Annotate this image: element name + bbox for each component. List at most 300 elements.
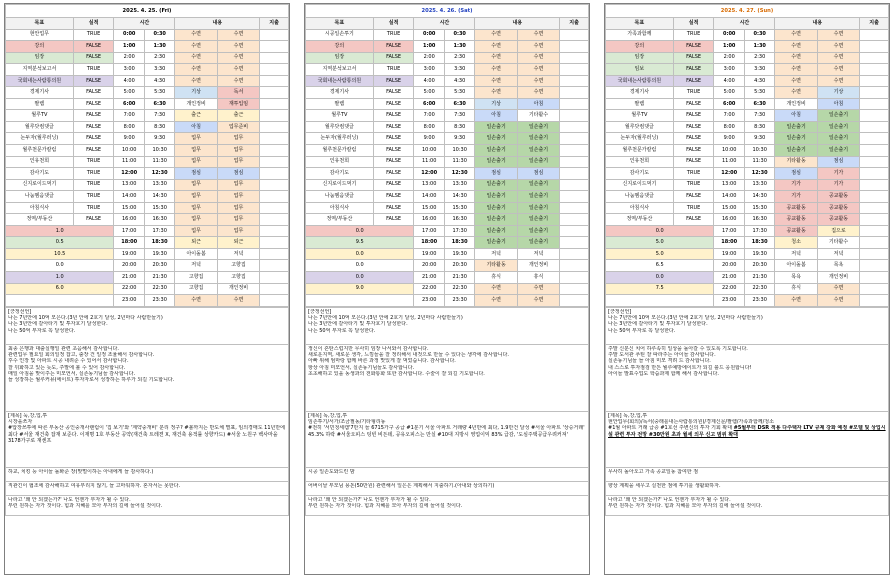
expense-cell[interactable] xyxy=(260,191,289,203)
score-cell[interactable]: 1.0 xyxy=(6,272,114,284)
activity-cell[interactable]: 업무 xyxy=(217,156,259,168)
activity-cell[interactable]: 공교활동 xyxy=(817,202,859,214)
expense-cell[interactable] xyxy=(860,110,889,122)
activity-cell[interactable]: 일손출기 xyxy=(475,156,517,168)
activity-cell[interactable]: 집으로 xyxy=(817,225,859,237)
expense-cell[interactable] xyxy=(860,225,889,237)
expense-cell[interactable] xyxy=(560,179,589,191)
goal-cell[interactable]: 팔렘 xyxy=(306,98,374,110)
activity-cell[interactable]: 청소 xyxy=(775,237,817,249)
expense-cell[interactable] xyxy=(260,168,289,180)
goal-cell[interactable]: 월루천문가칼럼 xyxy=(606,145,674,157)
activity-cell[interactable]: 수면 xyxy=(175,41,217,53)
expense-cell[interactable] xyxy=(260,75,289,87)
activity-cell[interactable]: 점심 xyxy=(217,168,259,180)
activity-cell[interactable]: 일손출기 xyxy=(475,237,517,249)
activity-cell[interactable]: 아침 xyxy=(775,110,817,122)
goal-cell[interactable]: 임보 xyxy=(606,64,674,76)
result-cell[interactable]: FALSE xyxy=(373,110,414,122)
activity-cell[interactable]: 저녁 xyxy=(217,248,259,260)
activity-cell[interactable]: 수면 xyxy=(775,295,817,307)
goal-cell[interactable]: 가족과함께 xyxy=(606,29,674,41)
expense-cell[interactable] xyxy=(860,260,889,272)
result-cell[interactable]: FALSE xyxy=(73,75,114,87)
note-box[interactable] xyxy=(305,412,589,468)
note-box[interactable] xyxy=(605,482,889,496)
expense-cell[interactable] xyxy=(860,272,889,284)
activity-cell[interactable]: 업무 xyxy=(217,145,259,157)
result-cell[interactable]: TRUE xyxy=(73,191,114,203)
activity-cell[interactable]: 고향집 xyxy=(217,272,259,284)
result-cell[interactable]: TRUE xyxy=(673,179,714,191)
activity-cell[interactable]: 개인정비 xyxy=(817,272,859,284)
score-cell[interactable]: 10.5 xyxy=(6,248,114,260)
expense-cell[interactable] xyxy=(560,87,589,99)
goal-cell[interactable]: 월루닷컴댓글 xyxy=(306,121,374,133)
activity-cell[interactable]: 수면 xyxy=(517,52,559,64)
activity-cell[interactable]: 일손출기 xyxy=(475,179,517,191)
result-cell[interactable]: TRUE xyxy=(673,87,714,99)
activity-cell[interactable]: 일손출기 xyxy=(475,133,517,145)
activity-cell[interactable]: 수면 xyxy=(217,29,259,41)
activity-cell[interactable]: 업무 xyxy=(217,133,259,145)
activity-cell[interactable]: 일손출기 xyxy=(775,121,817,133)
activity-cell[interactable]: 수면 xyxy=(175,295,217,307)
activity-cell[interactable]: 일손출기 xyxy=(817,145,859,157)
result-cell[interactable]: FALSE xyxy=(673,145,714,157)
activity-cell[interactable]: 업무 xyxy=(175,179,217,191)
activity-cell[interactable]: 일손출기 xyxy=(517,121,559,133)
result-cell[interactable]: FALSE xyxy=(673,156,714,168)
activity-cell[interactable]: 퇴근 xyxy=(217,237,259,249)
result-cell[interactable]: FALSE xyxy=(373,75,414,87)
expense-cell[interactable] xyxy=(860,121,889,133)
result-cell[interactable]: FALSE xyxy=(73,133,114,145)
expense-cell[interactable] xyxy=(560,98,589,110)
expense-cell[interactable] xyxy=(560,110,589,122)
result-cell[interactable]: FALSE xyxy=(373,179,414,191)
goal-cell[interactable]: 월루TV xyxy=(306,110,374,122)
activity-cell[interactable]: 휴식 xyxy=(517,272,559,284)
activity-cell[interactable]: 수면 xyxy=(775,41,817,53)
activity-cell[interactable]: 공교활동 xyxy=(817,191,859,203)
goal-cell[interactable]: 월루닷컴댓글 xyxy=(606,121,674,133)
note-box[interactable] xyxy=(5,496,289,516)
expense-cell[interactable] xyxy=(560,145,589,157)
result-cell[interactable]: FALSE xyxy=(373,202,414,214)
expense-cell[interactable] xyxy=(860,87,889,99)
result-cell[interactable]: TRUE xyxy=(73,202,114,214)
activity-cell[interactable]: 개인정비 xyxy=(517,260,559,272)
score-cell[interactable]: 0.5 xyxy=(6,237,114,249)
activity-cell[interactable]: 고향집 xyxy=(175,283,217,295)
note-box[interactable] xyxy=(605,496,889,516)
activity-cell[interactable]: 고향집 xyxy=(217,260,259,272)
expense-cell[interactable] xyxy=(260,283,289,295)
result-cell[interactable]: FALSE xyxy=(673,75,714,87)
expense-cell[interactable] xyxy=(560,41,589,53)
activity-cell[interactable]: 독서 xyxy=(217,87,259,99)
activity-cell[interactable]: 일손출기 xyxy=(517,133,559,145)
activity-cell[interactable]: 일손출기 xyxy=(517,202,559,214)
activity-cell[interactable]: 수면 xyxy=(475,75,517,87)
expense-cell[interactable] xyxy=(860,295,889,307)
goal-cell[interactable]: 경제기사 xyxy=(306,87,374,99)
activity-cell[interactable]: 아침 xyxy=(517,98,559,110)
activity-cell[interactable]: 개인정비 xyxy=(175,98,217,110)
score-cell[interactable]: 0.0 xyxy=(6,260,114,272)
goal-cell[interactable]: 나눔멤음댓글 xyxy=(306,191,374,203)
expense-cell[interactable] xyxy=(860,168,889,180)
goal-cell[interactable]: 경제기사 xyxy=(6,87,74,99)
goal-cell[interactable]: 국회내는사람통의원 xyxy=(6,75,74,87)
result-cell[interactable]: FALSE xyxy=(73,41,114,53)
score-cell[interactable]: 5.0 xyxy=(606,248,714,260)
activity-cell[interactable]: 업무 xyxy=(217,214,259,226)
score-cell[interactable] xyxy=(606,295,714,307)
expense-cell[interactable] xyxy=(860,237,889,249)
activity-cell[interactable]: 수면 xyxy=(175,64,217,76)
activity-cell[interactable]: 공교활동 xyxy=(775,214,817,226)
note-box[interactable] xyxy=(305,482,589,496)
expense-cell[interactable] xyxy=(260,272,289,284)
expense-cell[interactable] xyxy=(260,145,289,157)
score-cell[interactable] xyxy=(6,295,114,307)
expense-cell[interactable] xyxy=(260,41,289,53)
score-cell[interactable]: 0.0 xyxy=(606,272,714,284)
score-cell[interactable]: 0.0 xyxy=(306,225,414,237)
result-cell[interactable]: FALSE xyxy=(673,191,714,203)
expense-cell[interactable] xyxy=(260,237,289,249)
score-cell[interactable]: 0.0 xyxy=(606,225,714,237)
result-cell[interactable]: TRUE xyxy=(373,64,414,76)
expense-cell[interactable] xyxy=(260,295,289,307)
score-cell[interactable]: 6.5 xyxy=(606,260,714,272)
expense-cell[interactable] xyxy=(560,237,589,249)
result-cell[interactable]: FALSE xyxy=(73,98,114,110)
goal-cell[interactable]: 경제기사 xyxy=(606,87,674,99)
activity-cell[interactable]: 업무 xyxy=(217,202,259,214)
activity-cell[interactable]: 수면 xyxy=(817,29,859,41)
goal-cell[interactable]: 지역분석보고서 xyxy=(306,64,374,76)
activity-cell[interactable]: 업무 xyxy=(175,145,217,157)
activity-cell[interactable]: 수면 xyxy=(475,41,517,53)
goal-cell[interactable]: 인유천희 xyxy=(606,156,674,168)
score-cell[interactable]: 6.0 xyxy=(6,283,114,295)
expense-cell[interactable] xyxy=(560,64,589,76)
activity-cell[interactable]: 수면 xyxy=(775,75,817,87)
score-cell[interactable]: 9.5 xyxy=(306,237,414,249)
goal-cell[interactable]: 아침식사 xyxy=(6,202,74,214)
activity-cell[interactable]: 수면 xyxy=(817,295,859,307)
activity-cell[interactable]: 수면 xyxy=(517,29,559,41)
goal-cell[interactable]: 아침식사 xyxy=(606,202,674,214)
activity-cell[interactable]: 업무 xyxy=(217,225,259,237)
activity-cell[interactable]: 업무 xyxy=(175,225,217,237)
activity-cell[interactable]: 수면 xyxy=(817,52,859,64)
result-cell[interactable]: TRUE xyxy=(673,29,714,41)
note-box[interactable] xyxy=(5,345,289,412)
activity-cell[interactable]: 수면 xyxy=(475,29,517,41)
activity-cell[interactable]: 일손출기 xyxy=(475,145,517,157)
expense-cell[interactable] xyxy=(260,87,289,99)
activity-cell[interactable]: 일손출기 xyxy=(775,145,817,157)
result-cell[interactable]: FALSE xyxy=(373,98,414,110)
activity-cell[interactable]: 수면 xyxy=(517,283,559,295)
score-cell[interactable]: 1.0 xyxy=(6,225,114,237)
activity-cell[interactable]: 수면 xyxy=(475,283,517,295)
activity-cell[interactable]: 일손출기 xyxy=(817,110,859,122)
activity-cell[interactable]: 아이돌봄 xyxy=(775,260,817,272)
activity-cell[interactable]: 업무준비 xyxy=(217,121,259,133)
note-box[interactable] xyxy=(5,482,289,496)
activity-cell[interactable]: 기상 xyxy=(817,87,859,99)
goal-cell[interactable]: 국회내는사람통의원 xyxy=(306,75,374,87)
expense-cell[interactable] xyxy=(560,248,589,260)
expense-cell[interactable] xyxy=(560,202,589,214)
goal-cell[interactable]: 팔렘 xyxy=(606,98,674,110)
expense-cell[interactable] xyxy=(260,214,289,226)
activity-cell[interactable]: 공교활동 xyxy=(817,214,859,226)
activity-cell[interactable]: 아침 xyxy=(175,121,217,133)
goal-cell[interactable]: 팔렘 xyxy=(6,98,74,110)
expense-cell[interactable] xyxy=(860,191,889,203)
expense-cell[interactable] xyxy=(560,214,589,226)
expense-cell[interactable] xyxy=(260,248,289,260)
activity-cell[interactable]: 수면 xyxy=(217,41,259,53)
score-cell[interactable]: 7.5 xyxy=(606,283,714,295)
goal-cell[interactable]: 강의 xyxy=(6,41,74,53)
goal-cell[interactable]: 신지로이드먹기 xyxy=(306,179,374,191)
goal-cell[interactable]: 아침식사 xyxy=(306,202,374,214)
activity-cell[interactable]: 일손출기 xyxy=(475,214,517,226)
activity-cell[interactable]: 수면 xyxy=(775,52,817,64)
result-cell[interactable]: FALSE xyxy=(373,133,414,145)
result-cell[interactable]: FALSE xyxy=(73,52,114,64)
activity-cell[interactable]: 목욕 xyxy=(775,272,817,284)
expense-cell[interactable] xyxy=(560,29,589,41)
activity-cell[interactable]: 일손출기 xyxy=(517,179,559,191)
expense-cell[interactable] xyxy=(260,133,289,145)
activity-cell[interactable]: 수면 xyxy=(775,87,817,99)
activity-cell[interactable]: 업무 xyxy=(175,202,217,214)
result-cell[interactable]: FALSE xyxy=(73,87,114,99)
note-box[interactable] xyxy=(305,345,589,412)
note-box[interactable] xyxy=(305,307,589,345)
expense-cell[interactable] xyxy=(260,29,289,41)
activity-cell[interactable]: 업무 xyxy=(217,179,259,191)
activity-cell[interactable]: 수면 xyxy=(817,75,859,87)
activity-cell[interactable]: 업무 xyxy=(175,191,217,203)
expense-cell[interactable] xyxy=(860,29,889,41)
activity-cell[interactable]: 수면 xyxy=(217,64,259,76)
activity-cell[interactable]: 수면 xyxy=(475,87,517,99)
result-cell[interactable]: TRUE xyxy=(73,29,114,41)
result-cell[interactable]: TRUE xyxy=(673,168,714,180)
activity-cell[interactable]: 기타활동 xyxy=(775,156,817,168)
goal-cell[interactable]: 시공일손투기 xyxy=(306,29,374,41)
activity-cell[interactable]: 수면 xyxy=(775,29,817,41)
note-box[interactable] xyxy=(605,345,889,412)
expense-cell[interactable] xyxy=(260,156,289,168)
expense-cell[interactable] xyxy=(860,133,889,145)
activity-cell[interactable]: 고향집 xyxy=(175,272,217,284)
result-cell[interactable]: FALSE xyxy=(373,52,414,64)
activity-cell[interactable]: 수면 xyxy=(475,52,517,64)
expense-cell[interactable] xyxy=(260,110,289,122)
activity-cell[interactable]: 저녁 xyxy=(475,248,517,260)
expense-cell[interactable] xyxy=(860,179,889,191)
activity-cell[interactable]: 퇴근 xyxy=(175,237,217,249)
activity-cell[interactable]: 점심 xyxy=(475,168,517,180)
note-box[interactable] xyxy=(605,412,889,468)
activity-cell[interactable]: 업무 xyxy=(175,156,217,168)
expense-cell[interactable] xyxy=(260,202,289,214)
expense-cell[interactable] xyxy=(860,52,889,64)
result-cell[interactable]: FALSE xyxy=(373,87,414,99)
activity-cell[interactable]: 일손출기 xyxy=(475,202,517,214)
activity-cell[interactable]: 개인정비 xyxy=(775,98,817,110)
expense-cell[interactable] xyxy=(860,145,889,157)
goal-cell[interactable]: 월루천문가칼럼 xyxy=(6,145,74,157)
goal-cell[interactable]: 강의 xyxy=(606,41,674,53)
activity-cell[interactable]: 일손출기 xyxy=(817,121,859,133)
expense-cell[interactable] xyxy=(560,260,589,272)
expense-cell[interactable] xyxy=(860,202,889,214)
result-cell[interactable]: FALSE xyxy=(373,145,414,157)
activity-cell[interactable]: 수면 xyxy=(817,41,859,53)
goal-cell[interactable]: 월루닷컴댓글 xyxy=(6,121,74,133)
activity-cell[interactable]: 아침 xyxy=(475,110,517,122)
result-cell[interactable]: FALSE xyxy=(73,145,114,157)
activity-cell[interactable]: 일손출기 xyxy=(475,225,517,237)
expense-cell[interactable] xyxy=(260,121,289,133)
activity-cell[interactable]: 개인정비 xyxy=(217,283,259,295)
result-cell[interactable]: FALSE xyxy=(73,214,114,226)
activity-cell[interactable]: 수면 xyxy=(517,295,559,307)
activity-cell[interactable]: 기타활동 xyxy=(475,260,517,272)
expense-cell[interactable] xyxy=(860,98,889,110)
expense-cell[interactable] xyxy=(260,260,289,272)
result-cell[interactable]: FALSE xyxy=(673,121,714,133)
goal-cell[interactable]: 신지로이드먹기 xyxy=(6,179,74,191)
result-cell[interactable]: FALSE xyxy=(373,121,414,133)
activity-cell[interactable]: 재투입임 xyxy=(217,98,259,110)
goal-cell[interactable]: 임장 xyxy=(606,52,674,64)
goal-cell[interactable]: 인유천희 xyxy=(306,156,374,168)
expense-cell[interactable] xyxy=(560,121,589,133)
score-cell[interactable]: 0.0 xyxy=(306,248,414,260)
expense-cell[interactable] xyxy=(260,98,289,110)
activity-cell[interactable]: 수면 xyxy=(217,75,259,87)
activity-cell[interactable]: 수면 xyxy=(217,295,259,307)
result-cell[interactable]: FALSE xyxy=(373,41,414,53)
activity-cell[interactable]: 일손출기 xyxy=(817,133,859,145)
activity-cell[interactable]: 수면 xyxy=(517,75,559,87)
expense-cell[interactable] xyxy=(260,179,289,191)
goal-cell[interactable]: 국회내는사람통의원 xyxy=(606,75,674,87)
activity-cell[interactable]: 수면 xyxy=(475,64,517,76)
activity-cell[interactable]: 휴식 xyxy=(475,272,517,284)
result-cell[interactable]: FALSE xyxy=(73,121,114,133)
expense-cell[interactable] xyxy=(860,214,889,226)
activity-cell[interactable]: 출근 xyxy=(175,110,217,122)
expense-cell[interactable] xyxy=(860,283,889,295)
activity-cell[interactable]: 기상 xyxy=(175,87,217,99)
activity-cell[interactable]: 저녁 xyxy=(775,248,817,260)
result-cell[interactable]: FALSE xyxy=(373,168,414,180)
result-cell[interactable]: TRUE xyxy=(73,64,114,76)
activity-cell[interactable]: 저녁 xyxy=(175,260,217,272)
result-cell[interactable]: FALSE xyxy=(73,110,114,122)
score-cell[interactable] xyxy=(306,295,414,307)
activity-cell[interactable]: 업무 xyxy=(175,214,217,226)
activity-cell[interactable]: 점심 xyxy=(817,156,859,168)
activity-cell[interactable]: 공교활동 xyxy=(775,225,817,237)
note-box[interactable] xyxy=(5,307,289,345)
note-box[interactable] xyxy=(5,412,289,468)
goal-cell[interactable]: 현안업무 xyxy=(6,29,74,41)
expense-cell[interactable] xyxy=(260,225,289,237)
goal-cell[interactable]: 월루TV xyxy=(6,110,74,122)
goal-cell[interactable]: 논두자(월루러닝) xyxy=(306,133,374,145)
goal-cell[interactable]: 정역/부동산 xyxy=(306,214,374,226)
goal-cell[interactable]: 월루TV xyxy=(606,110,674,122)
expense-cell[interactable] xyxy=(860,156,889,168)
activity-cell[interactable]: 저녁 xyxy=(817,248,859,260)
goal-cell[interactable]: 정역/부동산 xyxy=(606,214,674,226)
result-cell[interactable]: FALSE xyxy=(673,52,714,64)
activity-cell[interactable]: 수면 xyxy=(175,75,217,87)
activity-cell[interactable]: 점심 xyxy=(775,168,817,180)
activity-cell[interactable]: 기타활수 xyxy=(817,237,859,249)
result-cell[interactable]: FALSE xyxy=(373,191,414,203)
score-cell[interactable]: 5.0 xyxy=(606,237,714,249)
result-cell[interactable]: TRUE xyxy=(73,168,114,180)
activity-cell[interactable]: 수면 xyxy=(517,87,559,99)
score-cell[interactable]: 0.0 xyxy=(306,272,414,284)
goal-cell[interactable]: 강의 xyxy=(306,41,374,53)
result-cell[interactable]: FALSE xyxy=(373,214,414,226)
goal-cell[interactable]: 인유천희 xyxy=(6,156,74,168)
goal-cell[interactable]: 감사기도 xyxy=(606,168,674,180)
result-cell[interactable]: FALSE xyxy=(373,156,414,168)
expense-cell[interactable] xyxy=(560,295,589,307)
result-cell[interactable]: FALSE xyxy=(673,110,714,122)
goal-cell[interactable]: 나눔멤음댓글 xyxy=(606,191,674,203)
result-cell[interactable]: FALSE xyxy=(673,64,714,76)
goal-cell[interactable]: 감사기도 xyxy=(6,168,74,180)
goal-cell[interactable]: 신지로이드먹기 xyxy=(606,179,674,191)
result-cell[interactable]: TRUE xyxy=(673,202,714,214)
activity-cell[interactable]: 일손출기 xyxy=(517,191,559,203)
expense-cell[interactable] xyxy=(560,75,589,87)
activity-cell[interactable]: 일손출기 xyxy=(517,237,559,249)
result-cell[interactable]: FALSE xyxy=(673,133,714,145)
activity-cell[interactable]: 기상 xyxy=(475,98,517,110)
goal-cell[interactable]: 월루천문가칼럼 xyxy=(306,145,374,157)
goal-cell[interactable]: 임장 xyxy=(306,52,374,64)
activity-cell[interactable]: 수면 xyxy=(775,64,817,76)
note-box[interactable] xyxy=(305,468,589,482)
expense-cell[interactable] xyxy=(860,248,889,260)
activity-cell[interactable]: 수면 xyxy=(217,52,259,64)
activity-cell[interactable]: 수면 xyxy=(475,295,517,307)
activity-cell[interactable]: 일손출기 xyxy=(517,225,559,237)
result-cell[interactable]: FALSE xyxy=(673,41,714,53)
expense-cell[interactable] xyxy=(560,168,589,180)
activity-cell[interactable]: 일손출기 xyxy=(475,191,517,203)
